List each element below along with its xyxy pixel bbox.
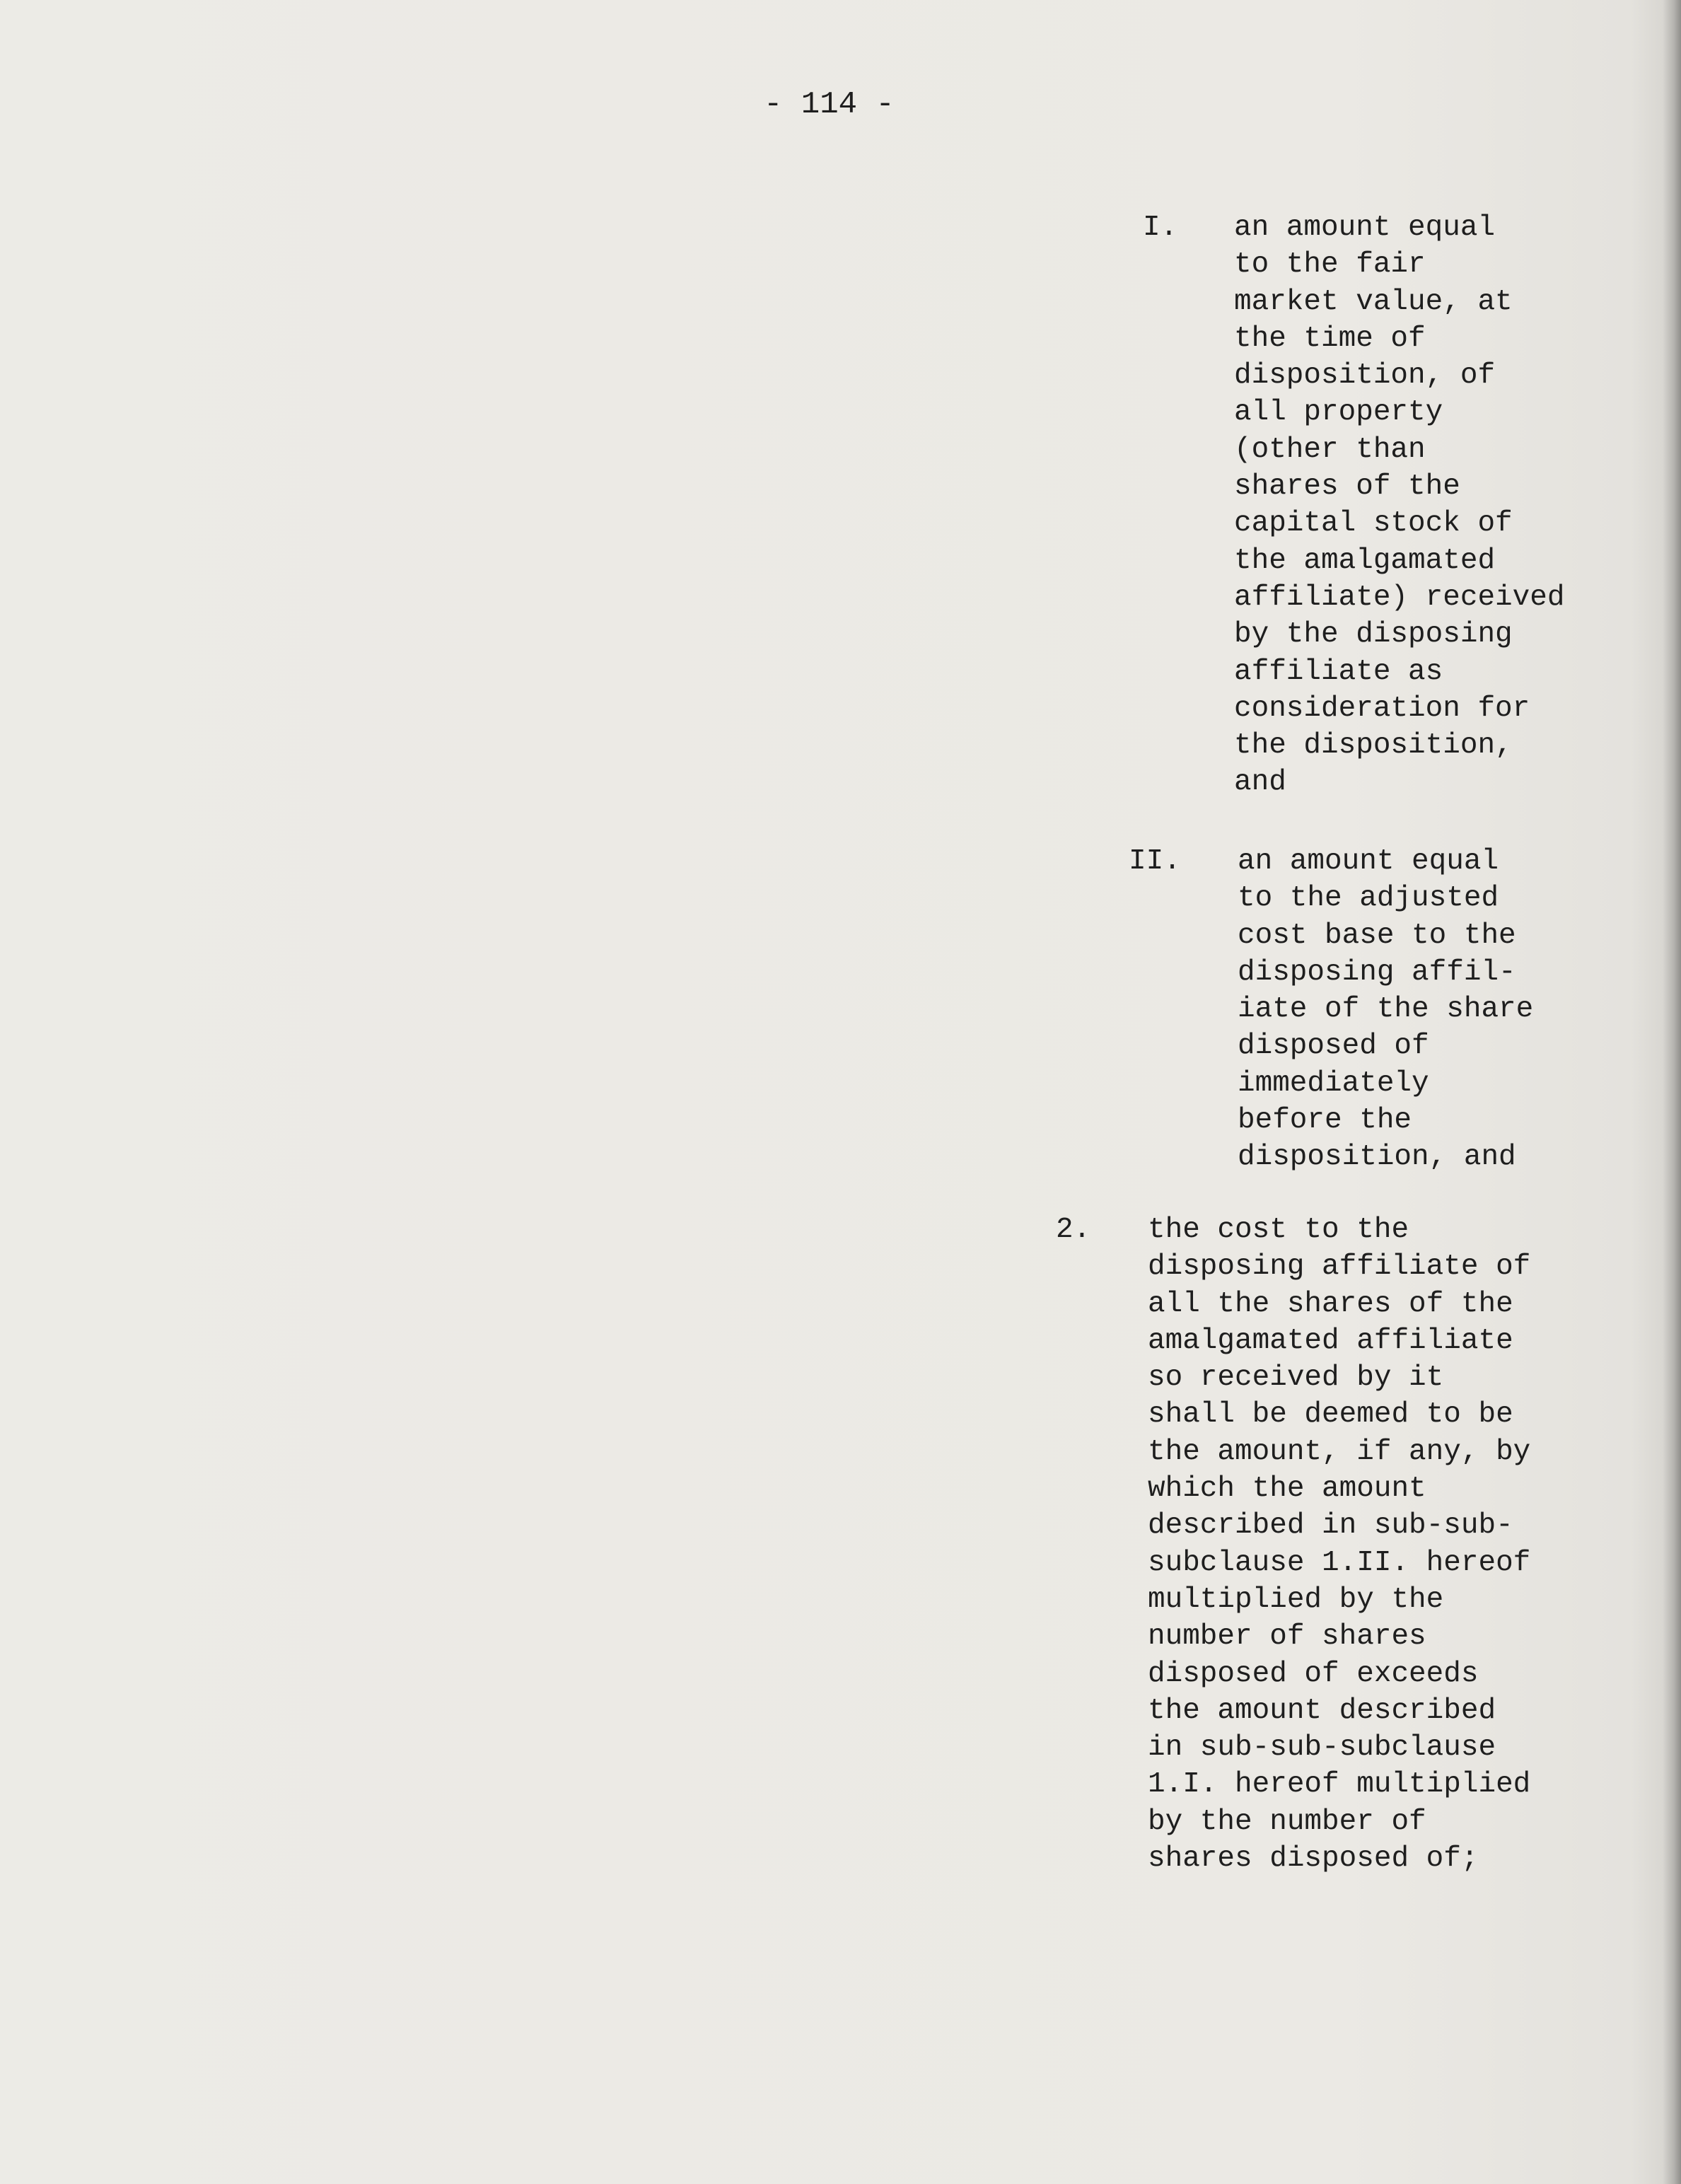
- text-line: and: [1234, 766, 1286, 799]
- text-line: an amount equal: [1234, 211, 1496, 244]
- text-line: to the adjusted: [1238, 882, 1499, 915]
- text-line: disposition, and: [1238, 1141, 1516, 1174]
- text-line: by the number of: [1148, 1805, 1426, 1838]
- text-line: affiliate as: [1234, 655, 1443, 688]
- text-line: the cost to the: [1148, 1214, 1409, 1246]
- text-line: all property: [1234, 396, 1443, 429]
- text-line: shares disposed of;: [1148, 1842, 1479, 1876]
- text-line: number of shares: [1148, 1620, 1426, 1654]
- text-line: the amount described: [1148, 1694, 1496, 1727]
- text-line: by the disposing: [1234, 618, 1513, 651]
- text-line: the disposition,: [1234, 729, 1513, 762]
- item-text-I: [1234, 209, 1564, 801]
- text-line: to the fair: [1234, 248, 1426, 281]
- item-marker-II: II.: [1129, 845, 1181, 878]
- page-edge-shadow: [1663, 0, 1681, 2184]
- page-number: - 114 -: [764, 87, 895, 122]
- text-line: subclause 1.II. hereof: [1148, 1546, 1531, 1579]
- text-line: affiliate) received: [1234, 581, 1565, 614]
- item-text-II: [1238, 843, 1533, 1176]
- text-line: disposing affil-: [1238, 956, 1516, 989]
- text-line: multiplied by the: [1148, 1583, 1444, 1616]
- item-marker-2: 2.: [1056, 1214, 1091, 1246]
- text-line: disposed of exceeds: [1148, 1657, 1479, 1690]
- text-line: disposed of: [1238, 1030, 1429, 1063]
- text-line: before the: [1238, 1104, 1412, 1137]
- text-line: the time of: [1234, 322, 1426, 355]
- text-line: all the shares of the: [1148, 1287, 1513, 1320]
- text-line: consideration for: [1234, 692, 1530, 725]
- text-line: in sub-sub-subclause: [1148, 1731, 1496, 1765]
- text-line: an amount equal: [1238, 845, 1499, 878]
- text-line: immediately: [1238, 1067, 1429, 1100]
- text-line: disposition, of: [1234, 359, 1496, 393]
- item-marker-I: I.: [1143, 211, 1178, 244]
- text-line: amalgamated affiliate: [1148, 1324, 1513, 1357]
- text-line: shares of the: [1234, 470, 1460, 504]
- text-line: shall be deemed to be: [1148, 1398, 1513, 1431]
- text-line: iate of the share: [1238, 993, 1534, 1026]
- text-line: described in sub-sub-: [1148, 1509, 1513, 1543]
- text-line: capital stock of: [1234, 507, 1513, 540]
- text-line: 1.I. hereof multiplied: [1148, 1768, 1531, 1801]
- text-line: disposing affiliate of: [1148, 1250, 1531, 1284]
- text-line: which the amount: [1148, 1473, 1426, 1506]
- text-line: market value, at: [1234, 285, 1513, 318]
- text-line: the amalgamated: [1234, 544, 1496, 577]
- text-line: so received by it: [1148, 1361, 1444, 1395]
- text-line: cost base to the: [1238, 919, 1516, 952]
- text-line: (other than: [1234, 433, 1426, 466]
- text-line: the amount, if any, by: [1148, 1435, 1531, 1468]
- item-text-2: [1148, 1212, 1530, 1877]
